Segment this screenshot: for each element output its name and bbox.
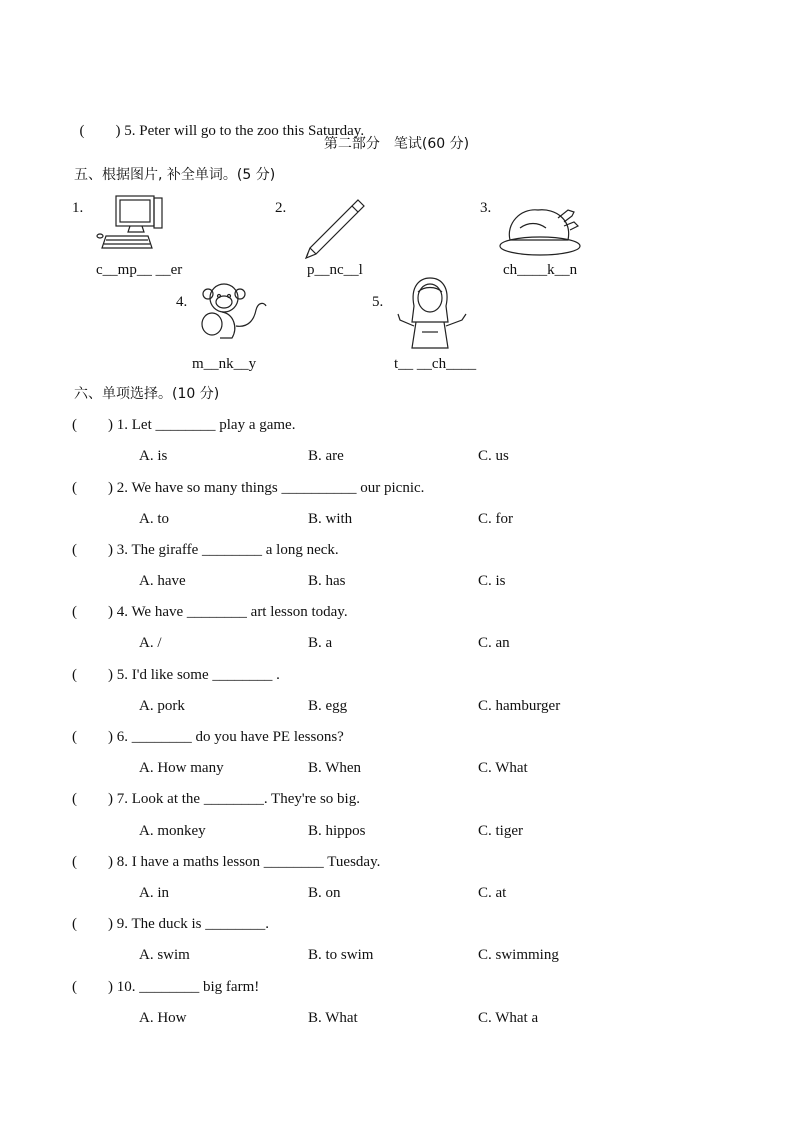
question-text: 3. The giraffe ________ a long neck. bbox=[116, 542, 339, 558]
option-b[interactable]: B. egg bbox=[308, 698, 348, 714]
item-number: 1. bbox=[72, 200, 84, 216]
computer-icon bbox=[96, 192, 168, 252]
question-text: 9. The duck is ________. bbox=[116, 916, 269, 932]
item-number: 3. bbox=[480, 200, 492, 216]
item-number: 2. bbox=[275, 200, 287, 216]
answer-paren[interactable]: ( bbox=[72, 604, 77, 620]
question-row: ( ) 7. Look at the ________. They're so big. bbox=[72, 791, 360, 807]
option-b[interactable]: B. with bbox=[308, 511, 353, 527]
question-row: ( ) 10. ________ big farm! bbox=[72, 979, 260, 995]
option-c[interactable]: C. hamburger bbox=[478, 698, 561, 714]
option-a[interactable]: A. monkey bbox=[139, 823, 206, 839]
fill-word[interactable]: m__nk__y bbox=[192, 356, 257, 372]
fill-word[interactable]: ch____k__n bbox=[503, 262, 578, 278]
option-c[interactable]: C. an bbox=[478, 635, 510, 651]
fill-word[interactable]: p__nc__l bbox=[307, 262, 363, 278]
section6-heading: 六、单项选择。(10 分) bbox=[74, 386, 220, 402]
question-text: 6. ________ do you have PE lessons? bbox=[116, 729, 344, 745]
item-number: 5. bbox=[372, 294, 384, 310]
question-row: ( ) 6. ________ do you have PE lessons? bbox=[72, 729, 344, 745]
answer-paren[interactable]: ( bbox=[72, 979, 77, 995]
option-c[interactable]: C. is bbox=[478, 573, 506, 589]
answer-paren[interactable]: ( bbox=[72, 417, 77, 433]
answer-paren[interactable]: ( bbox=[72, 916, 77, 932]
option-c[interactable]: C. for bbox=[478, 511, 513, 527]
part-title: 第二部分 笔试(60 分) bbox=[323, 136, 470, 152]
monkey-icon bbox=[192, 280, 268, 346]
question-text: 10. ________ big farm! bbox=[116, 979, 260, 995]
question-text: 7. Look at the ________. They're so big. bbox=[116, 791, 360, 807]
question-row: ( ) 4. We have ________ art lesson today. bbox=[72, 604, 348, 620]
fill-word[interactable]: t__ __ch____ bbox=[394, 356, 477, 372]
fill-word[interactable]: c__mp__ __er bbox=[96, 262, 183, 278]
answer-paren[interactable]: ( bbox=[72, 667, 77, 683]
top-question: ( ) 5. Peter will go to the zoo this Saturday. bbox=[79, 123, 365, 139]
question-row: ( ) 1. Let ________ play a game. bbox=[72, 417, 296, 433]
answer-paren[interactable]: ( bbox=[72, 542, 77, 558]
question-text: 2. We have so many things __________ our picnic. bbox=[116, 480, 425, 496]
option-a[interactable]: A. in bbox=[139, 885, 169, 901]
option-b[interactable]: B. has bbox=[308, 573, 346, 589]
option-b[interactable]: B. a bbox=[308, 635, 333, 651]
option-c[interactable]: C. swimming bbox=[478, 947, 559, 963]
teacher-icon bbox=[392, 276, 472, 352]
answer-paren[interactable]: ( bbox=[79, 123, 85, 139]
option-b[interactable]: B. on bbox=[308, 885, 341, 901]
option-c[interactable]: C. What a bbox=[478, 1010, 539, 1026]
question-row: ( ) 9. The duck is ________. bbox=[72, 916, 269, 932]
option-c[interactable]: C. What bbox=[478, 760, 528, 776]
section5-heading: 五、根据图片, 补全单词。(5 分) bbox=[74, 167, 276, 183]
option-a[interactable]: A. How many bbox=[139, 760, 224, 776]
answer-paren[interactable]: ( bbox=[72, 854, 77, 870]
option-a[interactable]: A. swim bbox=[139, 947, 190, 963]
question-row: ( ) 8. I have a maths lesson ________ Tuesday. bbox=[72, 854, 381, 870]
option-a[interactable]: A. How bbox=[139, 1010, 187, 1026]
question-text: 5. Peter will go to the zoo this Saturday. bbox=[124, 123, 365, 139]
option-a[interactable]: A. / bbox=[139, 635, 162, 651]
pencil-icon bbox=[302, 196, 366, 260]
option-b[interactable]: B. to swim bbox=[308, 947, 374, 963]
option-a[interactable]: A. pork bbox=[139, 698, 185, 714]
answer-paren[interactable]: ( bbox=[72, 729, 77, 745]
option-c[interactable]: C. tiger bbox=[478, 823, 523, 839]
option-c[interactable]: C. at bbox=[478, 885, 507, 901]
question-row: ( ) 3. The giraffe ________ a long neck. bbox=[72, 542, 339, 558]
option-b[interactable]: B. are bbox=[308, 448, 344, 464]
option-b[interactable]: B. When bbox=[308, 760, 362, 776]
option-c[interactable]: C. us bbox=[478, 448, 509, 464]
question-row: ( ) 5. I'd like some ________ . bbox=[72, 667, 280, 683]
option-a[interactable]: A. to bbox=[139, 511, 169, 527]
question-row: ( ) 2. We have so many things __________ our picnic. bbox=[72, 480, 425, 496]
question-text: 4. We have ________ art lesson today. bbox=[116, 604, 348, 620]
answer-paren[interactable]: ( bbox=[72, 791, 77, 807]
option-a[interactable]: A. have bbox=[139, 573, 186, 589]
chicken-icon bbox=[498, 200, 582, 258]
option-b[interactable]: B. hippos bbox=[308, 823, 366, 839]
answer-paren[interactable]: ( bbox=[72, 480, 77, 496]
option-a[interactable]: A. is bbox=[139, 448, 168, 464]
question-text: 5. I'd like some ________ . bbox=[116, 667, 280, 683]
option-b[interactable]: B. What bbox=[308, 1010, 358, 1026]
item-number: 4. bbox=[176, 294, 188, 310]
question-text: 8. I have a maths lesson ________ Tuesday. bbox=[116, 854, 381, 870]
question-text: 1. Let ________ play a game. bbox=[116, 417, 296, 433]
